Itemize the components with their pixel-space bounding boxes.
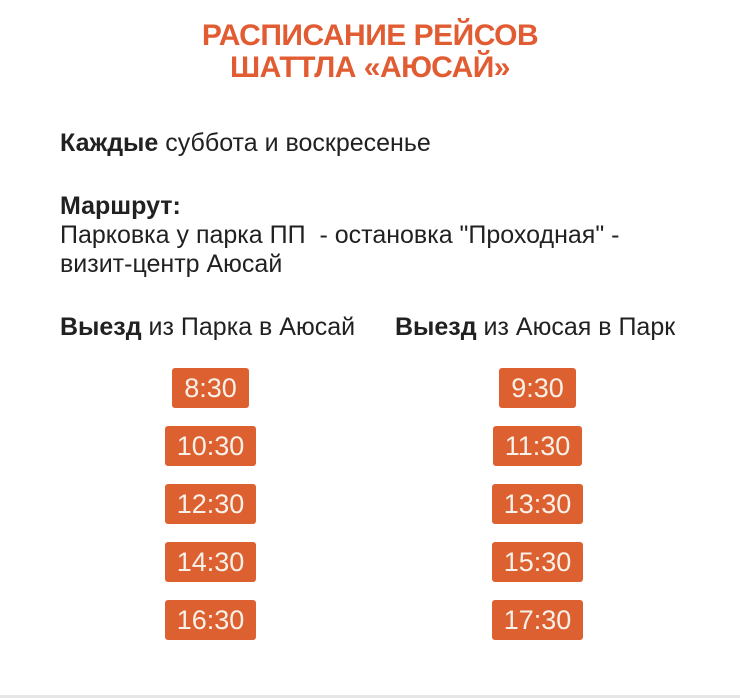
column-header-bold-word: Выезд [395, 313, 477, 341]
column-header-park-to-ayusai [60, 312, 355, 342]
departure-times-ayusai-to-park [457, 368, 618, 658]
time-chip: 13:30 [492, 484, 584, 524]
page-title [0, 20, 740, 84]
time-chip: 15:30 [492, 542, 584, 582]
title-line-1: РАСПИСАНИЕ РЕЙСОВ [201, 19, 539, 52]
time-chip: 14:30 [165, 542, 257, 582]
column-header-bold-word: Выезд [60, 313, 142, 341]
frequency-text [60, 128, 431, 158]
time-chip: 16:30 [165, 600, 257, 640]
departure-times-park-to-ayusai [130, 368, 291, 658]
route-line-2: визит-центр Аюсай [60, 250, 283, 278]
time-chip: 17:30 [492, 600, 584, 640]
time-chip: 11:30 [493, 426, 583, 466]
column-header-rest: из Парка в Аюсай [141, 313, 356, 341]
time-chip: 12:30 [165, 484, 257, 524]
frequency-bold-word: Каждые [60, 129, 159, 157]
column-header-rest: из Аюсая в Парк [476, 313, 676, 341]
route-block [60, 192, 619, 279]
column-header-ayusai-to-park [395, 312, 675, 342]
time-chip: 8:30 [172, 368, 249, 408]
frequency-rest: суббота и воскресенье [158, 129, 431, 157]
title-line-2: ШАТТЛА «АЮСАЙ» [230, 51, 510, 84]
route-line-1: Парковка у парка ПП - остановка "Проходная" - [60, 221, 620, 249]
route-label: Маршрут: [60, 192, 181, 220]
time-chip: 9:30 [499, 368, 576, 408]
time-chip: 10:30 [165, 426, 257, 466]
